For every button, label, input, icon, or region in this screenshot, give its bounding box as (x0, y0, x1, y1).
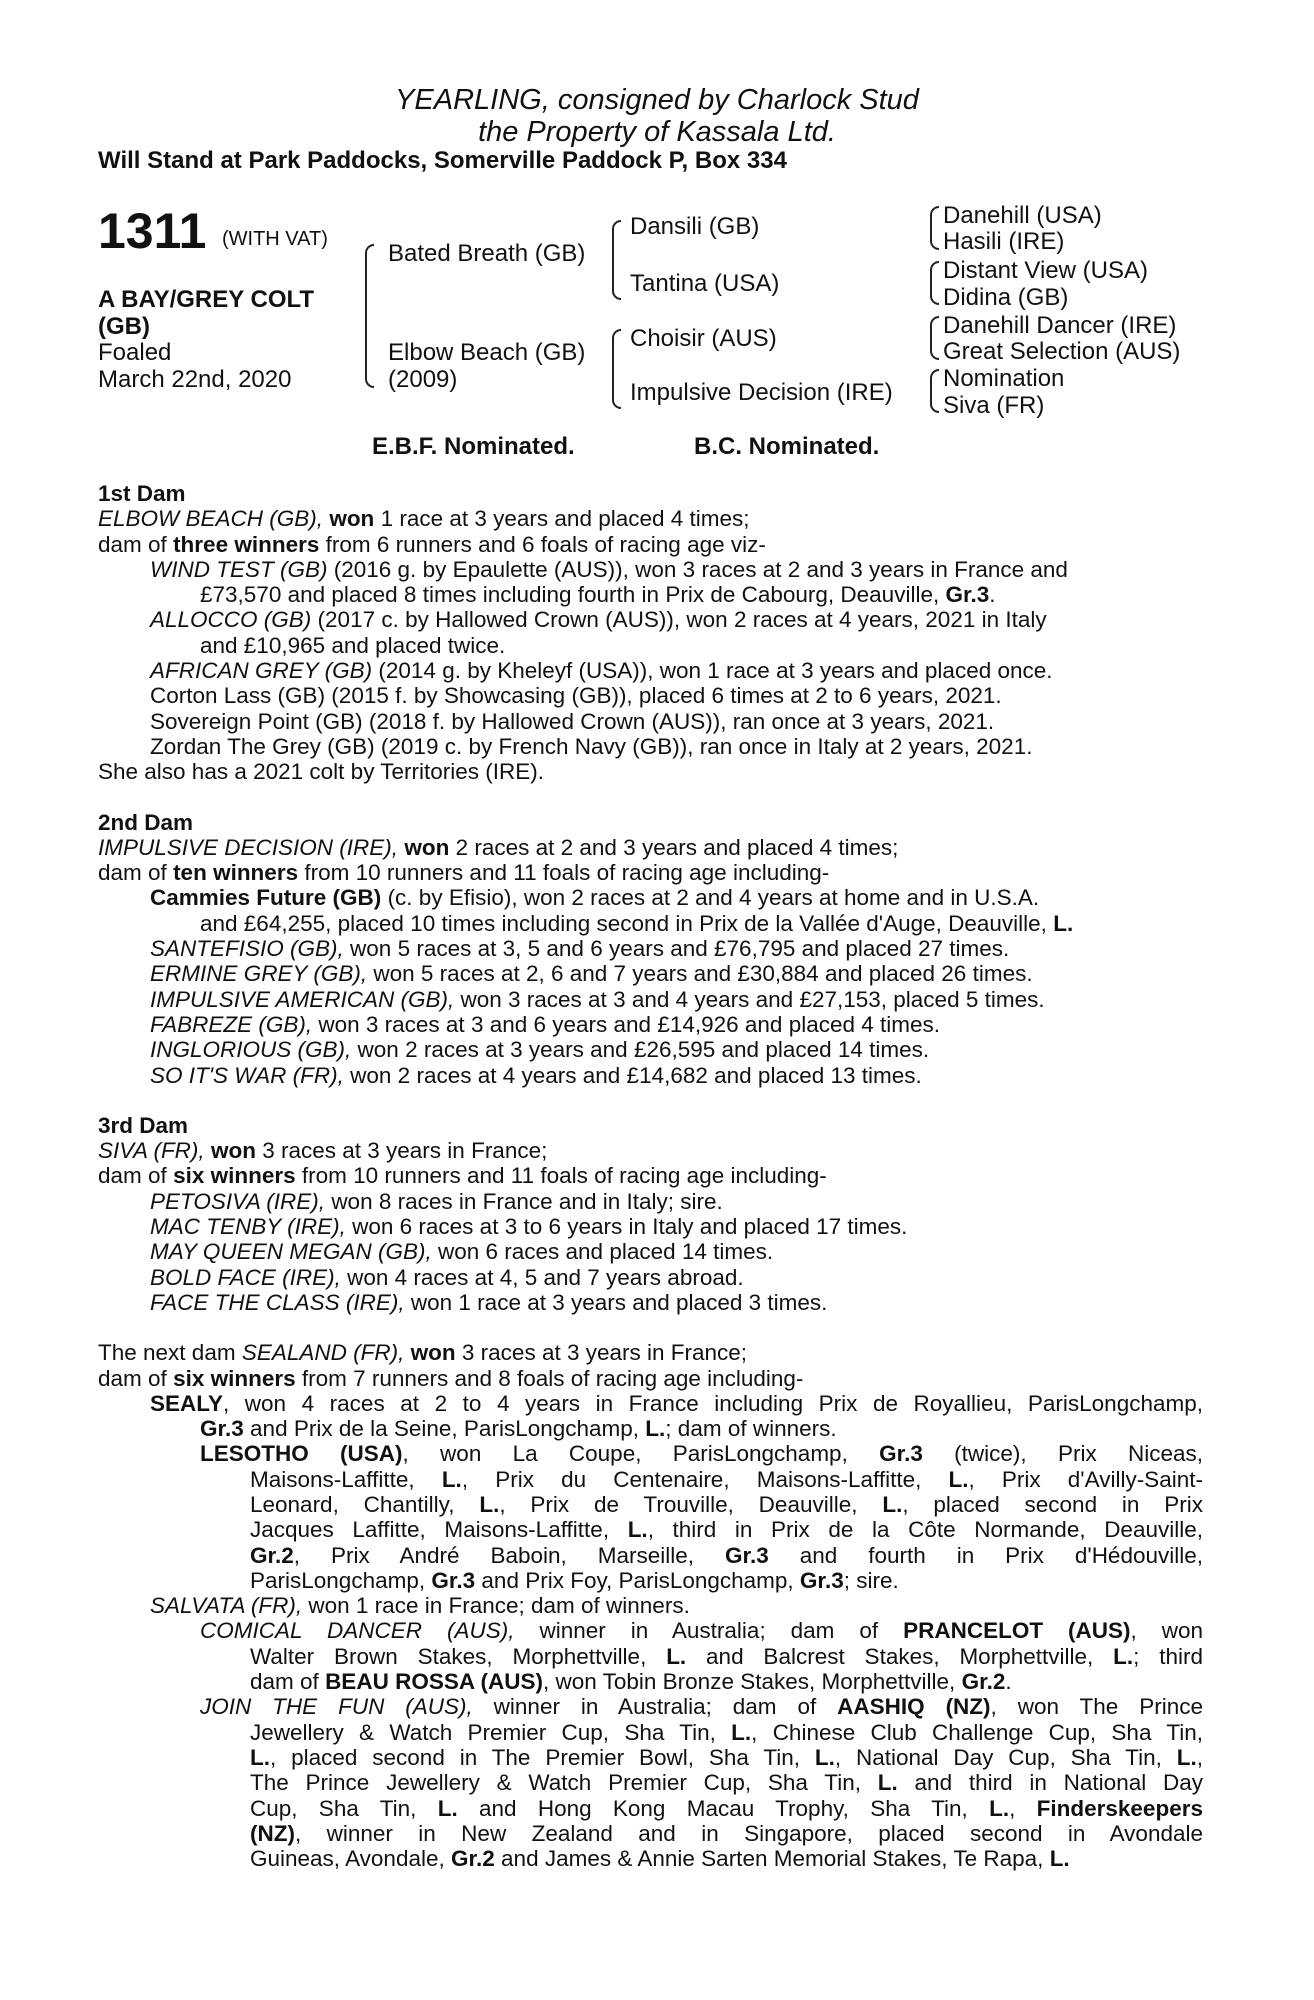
ebf-nomination: E.B.F. Nominated. (372, 433, 575, 460)
produce-entry-cont: Gr.3 and Prix de la Seine, ParisLongchamp, L.; dam of winners. (200, 1416, 837, 1442)
produce-entry: FACE THE CLASS (IRE), won 1 race at 3 years and placed 3 times. (150, 1289, 828, 1315)
catalogue-body (98, 481, 1203, 1871)
produce-entry: MAC TENBY (IRE), won 6 races at 3 to 6 years in Italy and placed 17 times. (150, 1214, 908, 1240)
produce-entry-cont: Jewellery & Watch Premier Cup, Sha Tin, L., Chinese Club Challenge Cup, Sha Tin, (250, 1719, 1203, 1745)
produce-entry-cont: dam of BEAU ROSSA (AUS), won Tobin Bronze Stakes, Morphettville, Gr.2. (250, 1669, 1012, 1695)
dsd: Great Selection (AUS) (943, 338, 1181, 365)
section-heading: 3rd Dam (98, 1112, 189, 1138)
produce-entry: AFRICAN GREY (GB) (2014 g. by Kheleyf (USA)), won 1 race at 3 years and placed once. (150, 658, 1053, 684)
bracket (930, 316, 939, 360)
produce-entry-cont: and £10,965 and placed twice. (200, 632, 506, 658)
lot-number: 1311 (98, 203, 207, 259)
produce-entry-cont: £73,570 and placed 8 times including fourth in Prix de Cabourg, Deauville, Gr.3. (200, 582, 996, 608)
dam-produce-line: dam of six winners from 7 runners and 8 foals of racing age including- (98, 1365, 804, 1391)
header-consignor: YEARLING, consigned by Charlock Stud (395, 84, 919, 116)
produce-entry: SO IT'S WAR (FR), won 2 races at 4 years and £14,682 and placed 13 times. (150, 1062, 922, 1088)
dam-line: ELBOW BEACH (GB), won 1 race at 3 years and placed 4 times; (98, 506, 750, 532)
produce-entry: ALLOCCO (GB) (2017 c. by Hallowed Crown (AUS)), won 2 races at 4 years, 2021 in Italy (150, 607, 1047, 633)
sire-sire: Dansili (GB) (630, 213, 760, 240)
ddd: Siva (FR) (943, 392, 1045, 419)
produce-entry-cont: Leonard, Chantilly, L., Prix de Trouville, Deauville, L., placed second in Prix (250, 1491, 1203, 1517)
produce-entry-cont: L., placed second in The Premier Bowl, Sha Tin, L., National Day Cup, Sha Tin, L., (250, 1744, 1203, 1770)
produce-entry: COMICAL DANCER (AUS), winner in Australia; dam of PRANCELOT (AUS), won (200, 1618, 1203, 1644)
sds: Distant View (USA) (943, 257, 1148, 284)
produce-entry: INGLORIOUS (GB), won 2 races at 3 years and £26,595 and placed 14 times. (150, 1037, 930, 1063)
produce-entry: Zordan The Grey (GB) (2019 c. by French Navy (GB)), ran once in Italy at 2 years, 2021. (150, 733, 1033, 759)
produce-entry: JOIN THE FUN (AUS), winner in Australia; dam of AASHIQ (NZ), won The Prince (200, 1694, 1203, 1720)
produce-entry: Sovereign Point (GB) (2018 f. by Hallowed Crown (AUS)), ran once at 3 years, 2021. (150, 708, 995, 734)
produce-entry-cont: and £64,255, placed 10 times including second in Prix de la Vallée d'Auge, Deauville, L. (200, 910, 1074, 936)
produce-entry: SALVATA (FR), won 1 race in France; dam of winners. (150, 1593, 690, 1619)
dam-line: The next dam SEALAND (FR), won 3 races at 3 years in France; (98, 1340, 748, 1366)
bracket (365, 244, 374, 388)
produce-entry: PETOSIVA (IRE), won 8 races in France and in Italy; sire. (150, 1188, 723, 1214)
dam-year: (2009) (388, 366, 458, 393)
sire-dam: Tantina (USA) (630, 270, 780, 297)
produce-entry-cont: Guineas, Avondale, Gr.2 and James & Annie Sarten Memorial Stakes, Te Rapa, L. (250, 1846, 1070, 1872)
produce-entry-cont: Cup, Sha Tin, L. and Hong Kong Macau Trophy, Sha Tin, L., Finderskeepers (250, 1795, 1203, 1821)
bracket (930, 206, 939, 250)
dds: Nomination (943, 365, 1065, 392)
dam: Elbow Beach (GB) (388, 339, 586, 366)
produce-entry-cont: Jacques Laffitte, Maisons-Laffitte, L., third in Prix de la Côte Normande, Deauville, (250, 1517, 1203, 1543)
dam-produce-line: dam of ten winners from 10 runners and 11 foals of racing age including- (98, 860, 830, 886)
dam-line: IMPULSIVE DECISION (IRE), won 2 races at 2 and 3 years and placed 4 times; (98, 834, 899, 860)
header-property: the Property of Kassala Ltd. (478, 116, 836, 148)
dam-produce-line: dam of six winners from 10 runners and 11 foals of racing age including- (98, 1163, 827, 1189)
dam-produce-line: dam of three winners from 6 runners and 6 foals of racing age viz- (98, 531, 766, 557)
bracket (612, 220, 621, 300)
produce-entry: FABREZE (GB), won 3 races at 3 and 6 years and £14,926 and placed 4 times. (150, 1011, 941, 1037)
produce-entry: IMPULSIVE AMERICAN (GB), won 3 races at 3 and 4 years and £27,153, placed 5 times. (150, 986, 1045, 1012)
dam-dam: Impulsive Decision (IRE) (630, 379, 893, 406)
produce-entry: MAY QUEEN MEGAN (GB), won 6 races and placed 14 times. (150, 1239, 774, 1265)
bc-nomination: B.C. Nominated. (694, 433, 880, 460)
foaled-label: Foaled (98, 339, 172, 366)
dam-line: SIVA (FR), won 3 races at 3 years in France; (98, 1138, 548, 1164)
sire: Bated Breath (GB) (388, 240, 586, 267)
vat-note: (WITH VAT) (222, 228, 328, 250)
produce-entry: BOLD FACE (IRE), won 4 races at 4, 5 and 7 years abroad. (150, 1264, 744, 1290)
produce-entry: ERMINE GREY (GB), won 5 races at 2, 6 and 7 years and £30,884 and placed 26 times. (150, 961, 1033, 987)
produce-entry: Corton Lass (GB) (2015 f. by Showcasing (GB)), placed 6 times at 2 to 6 years, 2021. (150, 683, 1002, 709)
produce-entry-cont: The Prince Jewellery & Watch Premier Cup, Sha Tin, L. and third in National Day (250, 1770, 1203, 1796)
produce-entry-cont: Gr.2, Prix André Baboin, Marseille, Gr.3 and fourth in Prix d'Hédouville, (250, 1542, 1204, 1568)
ssd: Hasili (IRE) (943, 228, 1065, 255)
section-heading: 2nd Dam (98, 809, 194, 835)
produce-entry-cont: ParisLongchamp, Gr.3 and Prix Foy, ParisLongchamp, Gr.3; sire. (250, 1567, 899, 1593)
section-heading: 1st Dam (98, 481, 186, 506)
sss: Danehill (USA) (943, 202, 1102, 229)
foaled-date: March 22nd, 2020 (98, 366, 292, 393)
produce-entry: LESOTHO (USA), won La Coupe, ParisLongchamp, Gr.3 (twice), Prix Niceas, (200, 1441, 1203, 1467)
produce-entry: Cammies Future (GB) (c. by Efisio), won 2 races at 2 and 4 years at home and in U.S.A. (150, 885, 1040, 911)
horse-description: A BAY/GREY COLT (98, 286, 315, 313)
horse-origin: (GB) (98, 313, 150, 340)
dss: Danehill Dancer (IRE) (943, 312, 1177, 339)
produce-entry: WIND TEST (GB) (2016 g. by Epaulette (AUS)), won 3 races at 2 and 3 years in France and (150, 556, 1068, 582)
produce-entry: SEALY, won 4 races at 2 to 4 years in France including Prix de Royallieu, ParisLongchamp, (150, 1390, 1203, 1416)
bracket (612, 329, 621, 409)
bracket (930, 369, 939, 413)
dam-sire: Choisir (AUS) (630, 325, 777, 352)
produce-note: She also has a 2021 colt by Territories (IRE). (98, 759, 545, 785)
produce-entry-cont: Maisons-Laffitte, L., Prix du Centenaire, Maisons-Laffitte, L., Prix d'Avilly-Saint- (250, 1466, 1203, 1492)
produce-entry: SANTEFISIO (GB), won 5 races at 3, 5 and 6 years and £76,795 and placed 27 times. (150, 936, 1010, 962)
bracket (930, 261, 939, 305)
stand-location: Will Stand at Park Paddocks, Somerville Paddock P, Box 334 (98, 147, 787, 174)
produce-entry-cont: (NZ), winner in New Zealand and in Singapore, placed second in Avondale (250, 1820, 1203, 1846)
produce-entry-cont: Walter Brown Stakes, Morphettville, L. and Balcrest Stakes, Morphettville, L.; third (250, 1643, 1203, 1669)
sdd: Didina (GB) (943, 284, 1069, 311)
